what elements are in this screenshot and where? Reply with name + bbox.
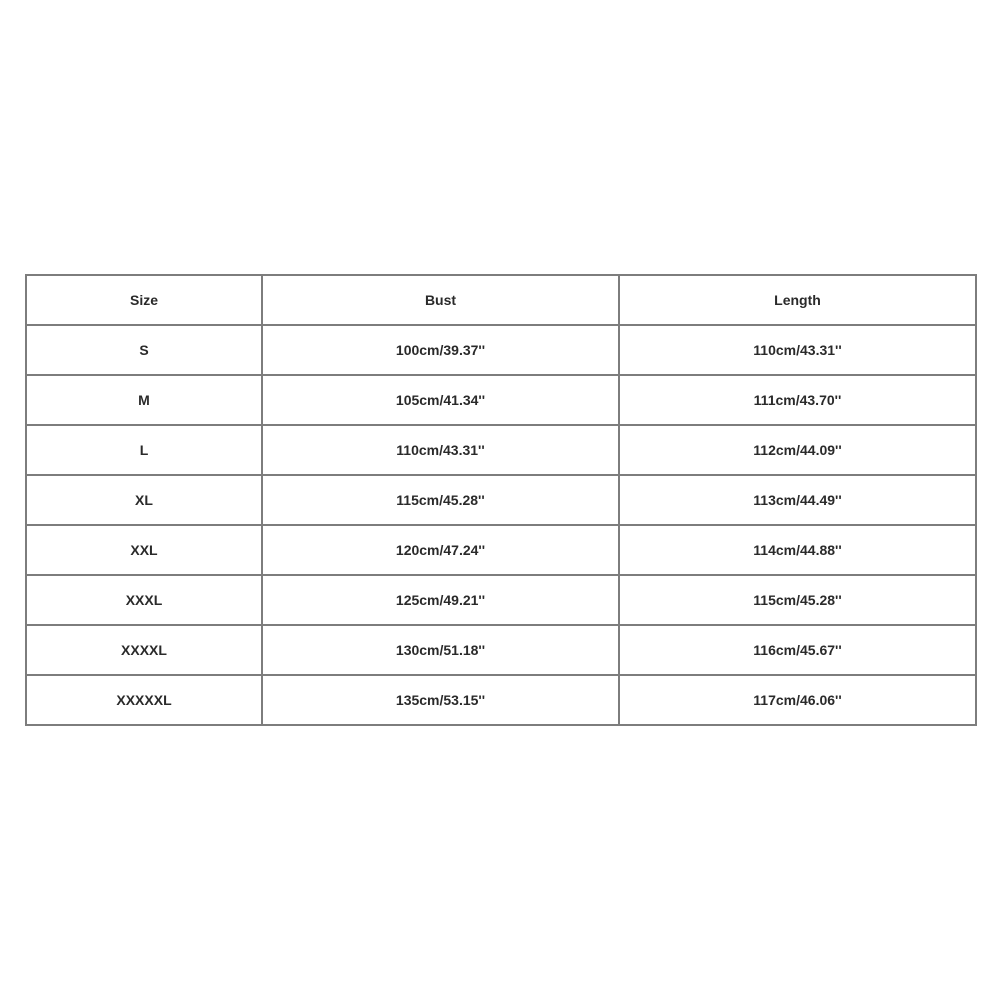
table-row bbox=[26, 475, 976, 525]
size-cell: XXL bbox=[26, 525, 262, 575]
size-chart-table bbox=[25, 274, 977, 726]
length-cell: 116cm/45.67'' bbox=[619, 625, 976, 675]
size-cell: XXXL bbox=[26, 575, 262, 625]
size-cell: M bbox=[26, 375, 262, 425]
bust-cell: 110cm/43.31'' bbox=[262, 425, 619, 475]
size-cell: XXXXL bbox=[26, 625, 262, 675]
length-cell: 114cm/44.88'' bbox=[619, 525, 976, 575]
table-row bbox=[26, 375, 976, 425]
size-cell: XL bbox=[26, 475, 262, 525]
header-bust: Bust bbox=[262, 275, 619, 325]
bust-cell: 135cm/53.15'' bbox=[262, 675, 619, 725]
size-cell: S bbox=[26, 325, 262, 375]
bust-cell: 130cm/51.18'' bbox=[262, 625, 619, 675]
length-cell: 113cm/44.49'' bbox=[619, 475, 976, 525]
table-row bbox=[26, 525, 976, 575]
bust-cell: 105cm/41.34'' bbox=[262, 375, 619, 425]
size-cell: XXXXXL bbox=[26, 675, 262, 725]
length-cell: 111cm/43.70'' bbox=[619, 375, 976, 425]
table-row bbox=[26, 675, 976, 725]
size-cell: L bbox=[26, 425, 262, 475]
table-row bbox=[26, 625, 976, 675]
table-row bbox=[26, 575, 976, 625]
bust-cell: 115cm/45.28'' bbox=[262, 475, 619, 525]
table-row bbox=[26, 425, 976, 475]
header-size: Size bbox=[26, 275, 262, 325]
header-length: Length bbox=[619, 275, 976, 325]
length-cell: 115cm/45.28'' bbox=[619, 575, 976, 625]
table-row bbox=[26, 325, 976, 375]
bust-cell: 120cm/47.24'' bbox=[262, 525, 619, 575]
header-row bbox=[26, 275, 976, 325]
length-cell: 117cm/46.06'' bbox=[619, 675, 976, 725]
length-cell: 112cm/44.09'' bbox=[619, 425, 976, 475]
length-cell: 110cm/43.31'' bbox=[619, 325, 976, 375]
bust-cell: 125cm/49.21'' bbox=[262, 575, 619, 625]
bust-cell: 100cm/39.37'' bbox=[262, 325, 619, 375]
